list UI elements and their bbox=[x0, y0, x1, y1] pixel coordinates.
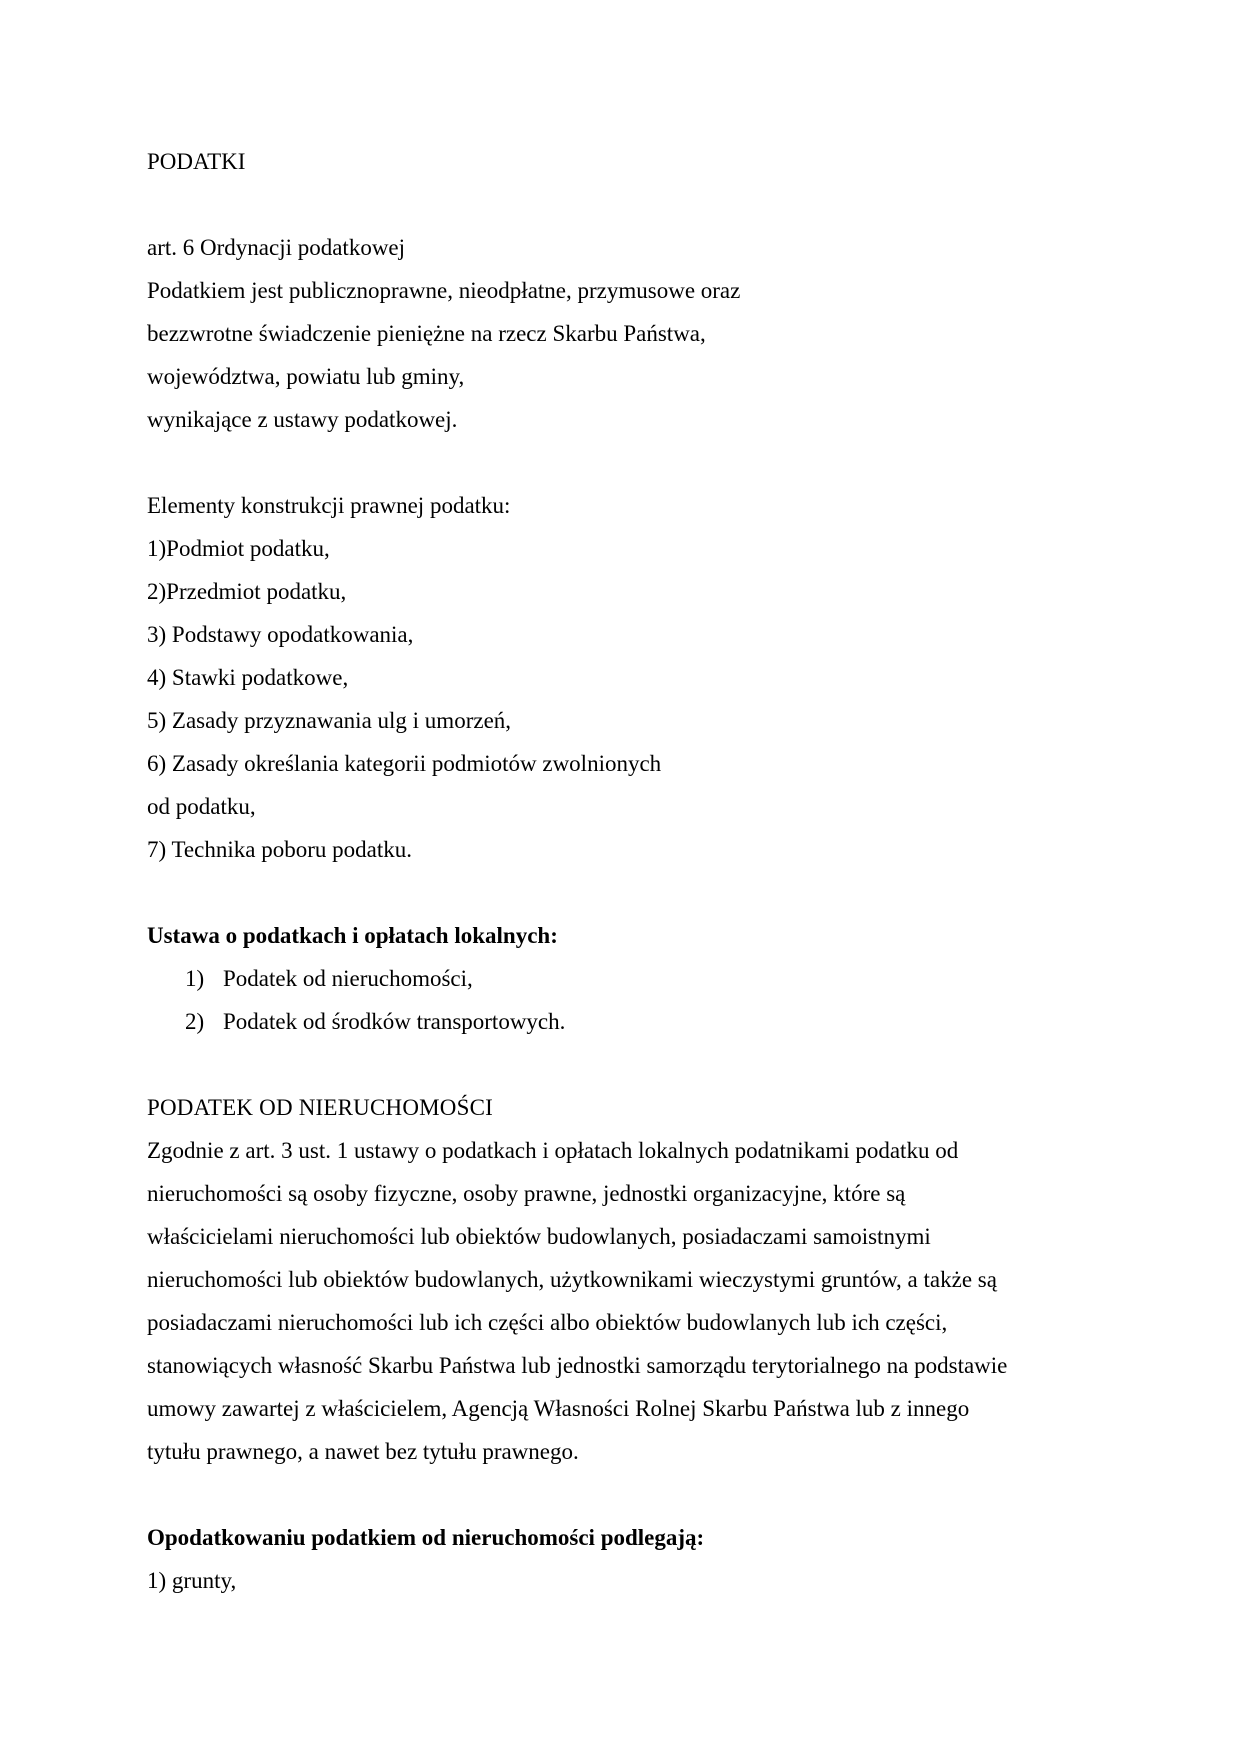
subject-to-tax-item: 1) grunty, bbox=[147, 1568, 237, 1593]
elements-item: 5) Zasady przyznawania ulg i umorzeń, bbox=[147, 708, 512, 733]
spacer bbox=[147, 871, 1097, 914]
elements-item: 2)Przedmiot podatku, bbox=[147, 579, 347, 604]
definition-heading: art. 6 Ordynacji podatkowej bbox=[147, 235, 406, 260]
definition-line: Podatkiem jest publicznoprawne, nieodpłatne, przymusowe oraz bbox=[147, 278, 741, 303]
local-taxes-heading: Ustawa o podatkach i opłatach lokalnych: bbox=[147, 923, 558, 948]
local-taxes-item bbox=[147, 1000, 1097, 1043]
list-number: 2) bbox=[185, 1009, 205, 1034]
elements-item: 1)Podmiot podatku, bbox=[147, 536, 330, 561]
definition-line: województwa, powiatu lub gminy, bbox=[147, 364, 465, 389]
property-tax-line: tytułu prawnego, a nawet bez tytułu prawnego. bbox=[147, 1439, 579, 1464]
property-tax-line: stanowiących własność Skarbu Państwa lub jednostki samorządu terytorialnego na podstawie bbox=[147, 1353, 1008, 1378]
list-number: 1) bbox=[185, 966, 205, 991]
elements-item: 3) Podstawy opodatkowania, bbox=[147, 622, 414, 647]
elements-item: 4) Stawki podatkowe, bbox=[147, 665, 349, 690]
property-tax-line: posiadaczami nieruchomości lub ich części albo obiektów budowlanych lub ich części, bbox=[147, 1310, 948, 1335]
list-text: Podatek od nieruchomości, bbox=[223, 966, 473, 991]
spacer bbox=[147, 183, 1097, 226]
property-tax-line: Zgodnie z art. 3 ust. 1 ustawy o podatkach i opłatach lokalnych podatnikami podatku od bbox=[147, 1138, 959, 1163]
elements-item: od podatku, bbox=[147, 794, 256, 819]
page-title: PODATKI bbox=[147, 149, 246, 174]
property-tax-line: nieruchomości lub obiektów budowlanych, użytkownikami wieczystymi gruntów, a także są bbox=[147, 1267, 997, 1292]
property-tax-line: nieruchomości są osoby fizyczne, osoby prawne, jednostki organizacyjne, które są bbox=[147, 1181, 906, 1206]
spacer bbox=[147, 1043, 1097, 1086]
definition-line: bezzwrotne świadczenie pieniężne na rzecz Skarbu Państwa, bbox=[147, 321, 706, 346]
property-tax-line: umowy zawartej z właścicielem, Agencją Własności Rolnej Skarbu Państwa lub z innego bbox=[147, 1396, 970, 1421]
spacer bbox=[147, 441, 1097, 484]
list-text: Podatek od środków transportowych. bbox=[223, 1009, 566, 1034]
property-tax-line: właścicielami nieruchomości lub obiektów budowlanych, posiadaczami samoistnymi bbox=[147, 1224, 931, 1249]
document-body bbox=[147, 140, 1097, 1602]
local-taxes-item bbox=[147, 957, 1097, 1000]
property-tax-heading: PODATEK OD NIERUCHOMOŚCI bbox=[147, 1095, 493, 1120]
spacer bbox=[147, 1473, 1097, 1516]
subject-to-tax-heading: Opodatkowaniu podatkiem od nieruchomości podlegają: bbox=[147, 1525, 705, 1550]
definition-line: wynikające z ustawy podatkowej. bbox=[147, 407, 458, 432]
elements-item: 7) Technika poboru podatku. bbox=[147, 837, 412, 862]
elements-heading: Elementy konstrukcji prawnej podatku: bbox=[147, 493, 511, 518]
elements-item: 6) Zasady określania kategorii podmiotów zwolnionych bbox=[147, 751, 662, 776]
